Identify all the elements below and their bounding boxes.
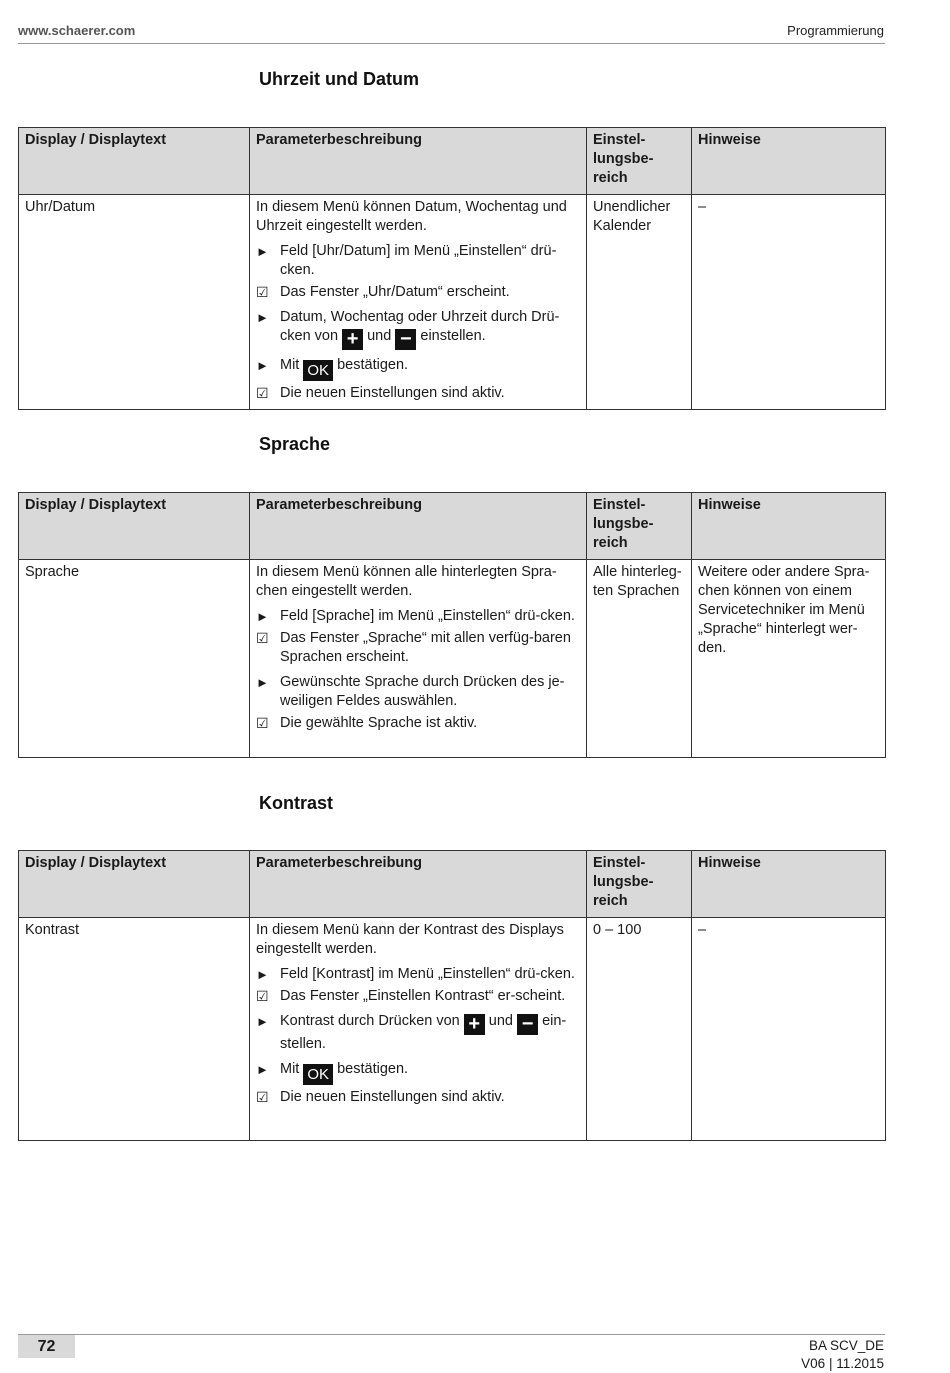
step-text: bestätigen. — [337, 1061, 409, 1077]
result-text: Das Fenster „Uhr/Datum“ erscheint. — [280, 284, 510, 300]
instruction-step — [256, 965, 580, 984]
description-intro: In diesem Menü kann der Kontrast des Displays eingestellt werden. — [256, 922, 564, 957]
column-header-notes: Hinweise — [692, 128, 886, 195]
instruction-step — [256, 356, 580, 381]
step-text: Gewünschte Sprache durch Drücken des je-weiligen Feldes auswählen. — [280, 674, 565, 709]
cell-description — [250, 560, 587, 758]
column-header-notes: Hinweise — [692, 493, 886, 560]
document-code: BA SCV_DE — [808, 1338, 884, 1353]
column-header-display: Display / Displaytext — [19, 851, 250, 918]
ok-key-icon: OK — [303, 360, 333, 381]
step-text: bestätigen. — [337, 357, 409, 373]
table-header-row — [19, 493, 886, 560]
instruction-step — [256, 242, 580, 280]
document-version: V06 | 11.2015 — [801, 1356, 884, 1371]
table-row — [19, 560, 886, 758]
description-intro: In diesem Menü können Datum, Wochentag und Uhrzeit eingestellt werden. — [256, 199, 567, 234]
play-arrow-icon: ► — [256, 1062, 269, 1077]
table-row — [19, 918, 886, 1141]
result-text: Das Fenster „Einstellen Kontrast“ er-scheint. — [280, 988, 566, 1004]
header-section-name: Programmierung — [787, 23, 884, 38]
ok-key-icon: OK — [303, 1064, 333, 1085]
instruction-result — [256, 629, 580, 667]
column-header-display: Display / Displaytext — [19, 128, 250, 195]
instruction-step — [256, 673, 580, 711]
instruction-result — [256, 987, 580, 1006]
checked-box-icon: ☑ — [256, 630, 269, 646]
play-arrow-icon: ► — [256, 675, 269, 690]
step-text: Mit — [280, 1061, 300, 1077]
plus-key-icon: + — [464, 1014, 485, 1035]
step-text: Feld [Kontrast] im Menü „Einstellen“ drü-cken. — [280, 966, 575, 982]
cell-range: Unendlicher Kalender — [587, 195, 692, 410]
minus-key-icon: − — [517, 1014, 538, 1035]
table-row — [19, 195, 886, 410]
cell-display: Kontrast — [19, 918, 250, 1141]
column-header-display: Display / Displaytext — [19, 493, 250, 560]
instruction-step — [256, 607, 580, 626]
play-arrow-icon: ► — [256, 358, 269, 373]
section-title-sprache: Sprache — [259, 434, 331, 454]
cell-notes: – — [692, 918, 886, 1141]
column-header-description: Parameterbeschreibung — [250, 128, 587, 195]
footer-divider — [18, 1334, 885, 1335]
minus-key-icon: − — [395, 329, 416, 350]
header-url[interactable]: www.schaerer.com — [18, 23, 136, 38]
cell-notes: Weitere oder andere Spra-chen können von einem Servicetechniker im Menü „Sprache“ hinterlegt wer-den. — [692, 560, 886, 758]
result-text: Die neuen Einstellungen sind aktiv. — [280, 385, 505, 401]
instruction-result — [256, 1088, 580, 1107]
step-text: einstellen. — [420, 328, 486, 344]
step-text: Feld [Uhr/Datum] im Menü „Einstellen“ drü-cken. — [280, 243, 557, 278]
instruction-step — [256, 1060, 580, 1085]
result-text: Die neuen Einstellungen sind aktiv. — [280, 1089, 505, 1105]
checked-box-icon: ☑ — [256, 715, 269, 731]
column-header-description: Parameterbeschreibung — [250, 493, 587, 560]
cell-notes: – — [692, 195, 886, 410]
instruction-result — [256, 384, 580, 403]
instruction-result — [256, 714, 580, 733]
instruction-step — [256, 308, 580, 350]
step-text: Mit — [280, 357, 300, 373]
play-arrow-icon: ► — [256, 967, 269, 982]
step-text: Kontrast durch Drücken von — [280, 1013, 460, 1029]
play-arrow-icon: ► — [256, 1014, 269, 1029]
column-header-notes: Hinweise — [692, 851, 886, 918]
cell-range: 0 – 100 — [587, 918, 692, 1141]
column-header-description: Parameterbeschreibung — [250, 851, 587, 918]
result-text: Die gewählte Sprache ist aktiv. — [280, 715, 478, 731]
step-text: ein-stellen. — [280, 1013, 567, 1052]
header-divider — [18, 43, 885, 44]
page-number: 72 — [18, 1335, 75, 1358]
checked-box-icon: ☑ — [256, 385, 269, 401]
cell-description — [250, 918, 587, 1141]
plus-key-icon: + — [342, 329, 363, 350]
column-header-range: Einstel-lungsbe-reich — [587, 128, 692, 195]
section-title-uhrzeit-datum: Uhrzeit und Datum — [259, 69, 419, 89]
cell-display: Uhr/Datum — [19, 195, 250, 410]
checked-box-icon: ☑ — [256, 1089, 269, 1105]
cell-display: Sprache — [19, 560, 250, 758]
section-title-kontrast: Kontrast — [259, 793, 334, 813]
checked-box-icon: ☑ — [256, 988, 269, 1004]
checked-box-icon: ☑ — [256, 284, 269, 300]
step-text: Datum, Wochentag oder Uhrzeit durch Drü-cken von — [280, 309, 560, 344]
play-arrow-icon: ► — [256, 244, 269, 259]
document-id — [801, 1337, 884, 1373]
parameter-table-kontrast — [18, 850, 886, 1141]
instruction-step — [256, 1012, 580, 1054]
parameter-table-sprache — [18, 492, 886, 758]
cell-description — [250, 195, 587, 410]
column-header-range: Einstel-lungsbe-reich — [587, 493, 692, 560]
play-arrow-icon: ► — [256, 310, 269, 325]
step-text: Feld [Sprache] im Menü „Einstellen“ drü-cken. — [280, 608, 575, 624]
column-header-range: Einstel-lungsbe-reich — [587, 851, 692, 918]
play-arrow-icon: ► — [256, 609, 269, 624]
table-header-row — [19, 128, 886, 195]
description-intro: In diesem Menü können alle hinterlegten Spra-chen eingestellt werden. — [256, 564, 557, 599]
step-text: und — [367, 328, 392, 344]
step-text: und — [488, 1013, 513, 1029]
instruction-result — [256, 283, 580, 302]
cell-range: Alle hinterleg-ten Sprachen — [587, 560, 692, 758]
parameter-table-uhrzeit-datum — [18, 127, 886, 410]
result-text: Das Fenster „Sprache“ mit allen verfüg-baren Sprachen erscheint. — [280, 630, 571, 665]
table-header-row — [19, 851, 886, 918]
